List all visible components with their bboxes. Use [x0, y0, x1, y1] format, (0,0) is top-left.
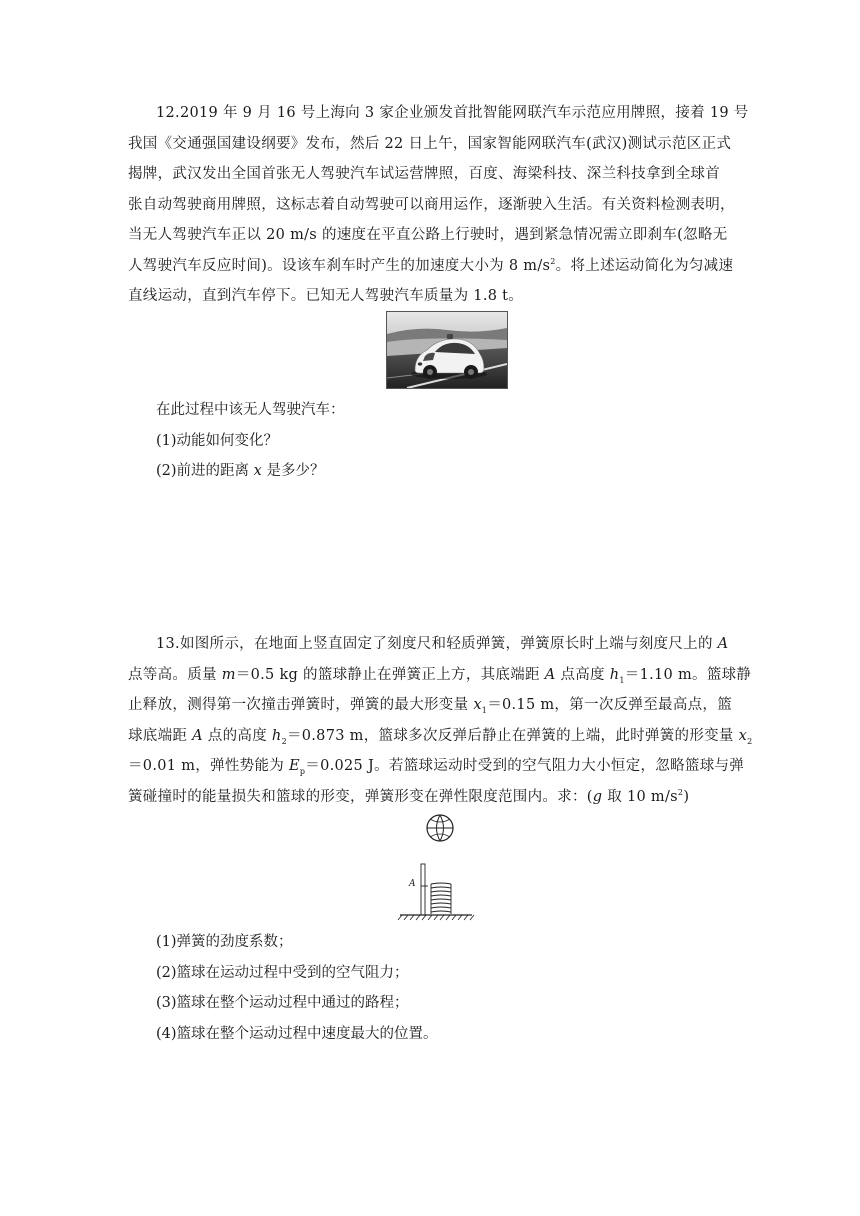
q13-var-x: x — [473, 697, 482, 713]
q13-var-e: E — [288, 758, 300, 774]
q13-var-h: h — [271, 727, 282, 744]
q12-subquestion-2 — [156, 456, 324, 487]
q13-line-4 — [128, 721, 768, 752]
q13-var-a: A — [717, 636, 729, 652]
q13-l2c: 点高度 — [555, 666, 610, 683]
q12-line-7: 直线运动，直到汽车停下。已知无人驾驶汽车质量为 1.8 t。 — [128, 288, 524, 304]
q13-line-2 — [128, 660, 768, 691]
q13-sup-2: 2 — [677, 787, 684, 797]
q13-var-a: A — [544, 666, 556, 683]
spring-ruler-graphic — [396, 860, 476, 922]
q13-l1: 13.如图所示，在地面上竖直固定了刻度尺和轻质弹簧，弹簧原长时上端与刻度尺上的 — [156, 636, 718, 652]
car-photo-graphic — [387, 312, 507, 388]
figure-label-a: A — [409, 879, 416, 889]
spring-ruler-figure — [396, 860, 476, 922]
q13-var-g: g — [592, 788, 603, 805]
q13-var-x: x — [738, 727, 748, 744]
q12-line-6b: 。将上述运动简化为匀减速 — [555, 257, 734, 274]
question-12-text — [128, 98, 768, 312]
q12-line-5: 当无人驾驶汽车正以 20 m/s 的速度在平直公路上行驶时，遇到紧急情况需立即刹车(忽略无 — [128, 227, 728, 243]
q13-l6c: ) — [683, 788, 690, 805]
q13-l4a: 球底端距 — [128, 727, 193, 744]
q13-sub-2: 2 — [747, 736, 753, 746]
q12-line-6 — [128, 251, 768, 282]
q13-sub-p: p — [299, 766, 306, 776]
q13-sub-2: 2 — [281, 736, 287, 746]
q13-l4c: ＝0.873 m，篮球多次反弹后静止在弹簧的上端，此时弹簧的形变量 — [286, 727, 739, 744]
q12-sub2-pre: (2)前进的距离 — [156, 463, 254, 479]
question-13-text — [128, 629, 768, 812]
self-driving-car-photo — [386, 311, 508, 389]
q12-line-2: 我国《交通强国建设纲要》发布，然后 22 日上午，国家智能网联汽车(武汉)测试示范区正式 — [128, 135, 732, 152]
q13-var-a: A — [192, 727, 203, 744]
q13-l4b: 点的高度 — [202, 727, 272, 744]
q13-subquestion-3: (3)篮球在整个运动过程中通过的路程； — [156, 995, 409, 1011]
q13-l3b: ＝0.15 m，第一次反弹至最高点，篮 — [487, 697, 733, 713]
q13-l6b: 取 10 m/s — [602, 788, 678, 805]
q12-prompt: 在此过程中该无人驾驶汽车： — [156, 402, 345, 418]
q12-sub2-var: x — [253, 463, 262, 479]
q13-line-6 — [128, 782, 768, 813]
q13-subquestion-1: (1)弹簧的劲度系数； — [156, 934, 293, 950]
q13-l6a: 簧碰撞时的能量损失和篮球的形变，弹簧形变在弹性限度范围内。求：( — [128, 788, 593, 805]
q13-line-3 — [128, 690, 768, 721]
q13-l2d: ＝1.10 m。篮球静 — [624, 666, 752, 683]
q13-subquestion-4: (4)篮球在整个运动过程中速度最大的位置。 — [156, 1026, 438, 1042]
q13-var-h: h — [609, 666, 620, 683]
q13-line-1 — [128, 629, 768, 660]
q13-line-5 — [128, 751, 768, 782]
q12-line-3: 揭牌，武汉发出全国首张无人驾驶汽车试运营牌照，百度、海梁科技、深兰科技拿到全球首 — [128, 166, 720, 182]
q12-subquestion-1: (1)动能如何变化？ — [156, 433, 279, 449]
q13-l5b: ＝0.025 J。若篮球运动时受到的空气阻力大小恒定，忽略篮球与弹 — [305, 758, 745, 774]
q13-l2a: 点等高。质量 — [128, 666, 222, 683]
q13-sub-1: 1 — [481, 705, 488, 715]
q13-var-m: m — [221, 666, 236, 683]
q13-l2b: ＝0.5 kg 的篮球静止在弹簧正上方，其底端距 — [235, 666, 545, 683]
basketball-icon — [422, 810, 458, 846]
q13-l5a: ＝0.01 m，弹性势能为 — [128, 758, 289, 774]
q13-subquestion-2: (2)篮球在运动过程中受到的空气阻力； — [156, 965, 409, 981]
q12-sub2-post: 是多少？ — [261, 463, 325, 479]
q12-line-6a: 人驾驶汽车反应时间)。设该车刹车时产生的加速度大小为 8 m/s — [128, 257, 551, 274]
q13-sub-1: 1 — [619, 675, 625, 685]
q12-sup: 2 — [550, 256, 556, 266]
q13-l3a: 止释放，测得第一次撞击弹簧时，弹簧的最大形变量 — [128, 697, 474, 713]
q12-line-1: 12.2019 年 9 月 16 号上海向 3 家企业颁发首批智能网联汽车示范应用牌照，接着 19 号 — [156, 105, 749, 121]
q12-line-4: 张自动驾驶商用牌照，这标志着自动驾驶可以商用运作，逐渐驶入生活。有关资料检测表明， — [128, 196, 735, 213]
